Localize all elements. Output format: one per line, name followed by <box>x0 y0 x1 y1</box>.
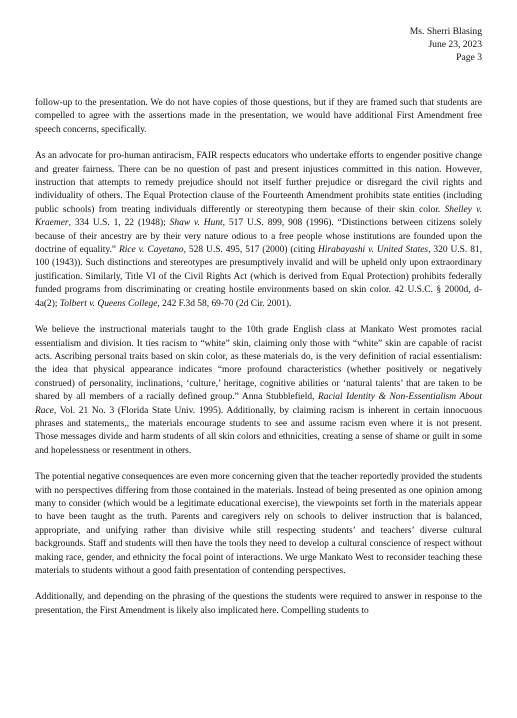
paragraph-text: , Vol. 21 No. 3 (Florida State Univ. 1995). Additionally, by claiming racism is inherent in certain innocuous phrases and statements,, the materials encourage students to see and assume racism even where it is not present. Those messages divide and harm students of all skin colors and ethnicities, creating a sense of shame or guilt in some and hopelessness or resentment in others. <box>35 405 482 456</box>
paragraph-text: , 334 U.S. 1, 22 (1948); <box>68 218 170 229</box>
paragraph-1: follow-up to the presentation. We do not have copies of those questions, but if they are framed such that students are compelled to agree with the assertions made in the presentation, we would have additional First Amendment free speech concerns, specifically. <box>35 98 482 135</box>
paragraph-4: The potential negative consequences are even more concerning given that the teacher reportedly provided the students with no perspectives differing from those contained in the materials. Instead of being presented as one opinion among many to consider (which would be a legitimate educational exercise), the viewpoints set forth in the materials appear to have been taught as the truth. Parents and caregivers rely on schools to deliver instruction that is balanced, appropriate, and unifying rather than divisive while still respecting students’ and teachers’ diverse cultural backgrounds. Staff and students will then have the tools they need to develop a cultural conscience of respect without making race, gender, and ethnicity the focal point of interactions. We urge Mankato West to reconsider teaching these materials to students without a good faith presentation of contending perspectives. <box>35 472 482 576</box>
paragraph-text: , 320 U.S. 81, 100 (1943)). Such distinctions and stereotypes are presumptively invalid and will be upheld only upon extraordinary justification. Similarly, Title VI of the Civil Rights Act (which is derived from Equal Protection) prohibits federally funded programs from discriminating or creating hostile environments based on skin color. 42 U.S.C. § 2000d, d-4a(2); <box>35 245 482 309</box>
paragraph-3 <box>35 324 482 458</box>
paragraph-text: As an advocate for pro-human antiracism, FAIR respects educators who undertake efforts to engender positive change and greater fairness. There can be no question of past and present injustices committed in this nation. However, instruction that attempts to remedy prejudice should not itself further prejudice or disregard the civil rights and individuality of others. The Equal Protection clause of the Fourteenth Amendment prohibits state entities (including public schools) from treating individuals differently or stereotyping them because of their skin color. <box>35 151 482 215</box>
case-citation: Hirabayashi v. United States <box>317 245 429 256</box>
letter-body <box>35 97 482 631</box>
recipient-name: Ms. Sherri Blasing <box>409 26 482 37</box>
letter-header <box>282 26 482 64</box>
paragraph-2 <box>35 150 482 311</box>
article-citation: Racial Identity & Non-Essentialism About Race <box>35 392 482 416</box>
paragraph-text: , 517 U.S. 899, 908 (1996). “Distinctions between citizens solely because of their ancestry are by their very nature odious to a free people whose institutions are founded upon the doctrine of equality.” <box>35 218 482 256</box>
case-citation: Shaw v. Hunt <box>169 218 223 229</box>
paragraph-text: , 528 U.S. 495, 517 (2000) (citing <box>183 245 318 256</box>
case-citation: Rice v. Cayetano <box>118 245 184 256</box>
paragraph-5: Additionally, and depending on the phrasing of the questions the students were required to answer in response to the presentation, the First Amendment is likely also implicated here. Compelling students to <box>35 592 482 616</box>
page-number: Page 3 <box>456 51 482 63</box>
letter-date: June 23, 2023 <box>428 38 482 50</box>
paragraph-text: , 242 F.3d 58, 69-70 (2d Cir. 2001). <box>157 298 292 309</box>
case-citation: Shelley v. Kraemer <box>35 204 482 229</box>
case-citation: Tolbert v. Queens College <box>59 298 158 309</box>
paragraph-text: We believe the instructional materials taught to the 10th grade English class at Mankato West promotes racial essentialism and division. It ties racism to “white” skin, claiming only those with “white” skin are capable of racist acts. Ascribing personal traits based on skin color, as these materials do, is the very definition of racial essentialism: the idea that physical appearance indicates “more profound characteristics (whether positively or negatively construed) of personality, inclinations, ‘culture,’ heritage, cognitive abilities or ‘natural talents’ that are taken to be shared by all members of a racially defined group.” Anna Stubblefield, <box>35 325 482 403</box>
